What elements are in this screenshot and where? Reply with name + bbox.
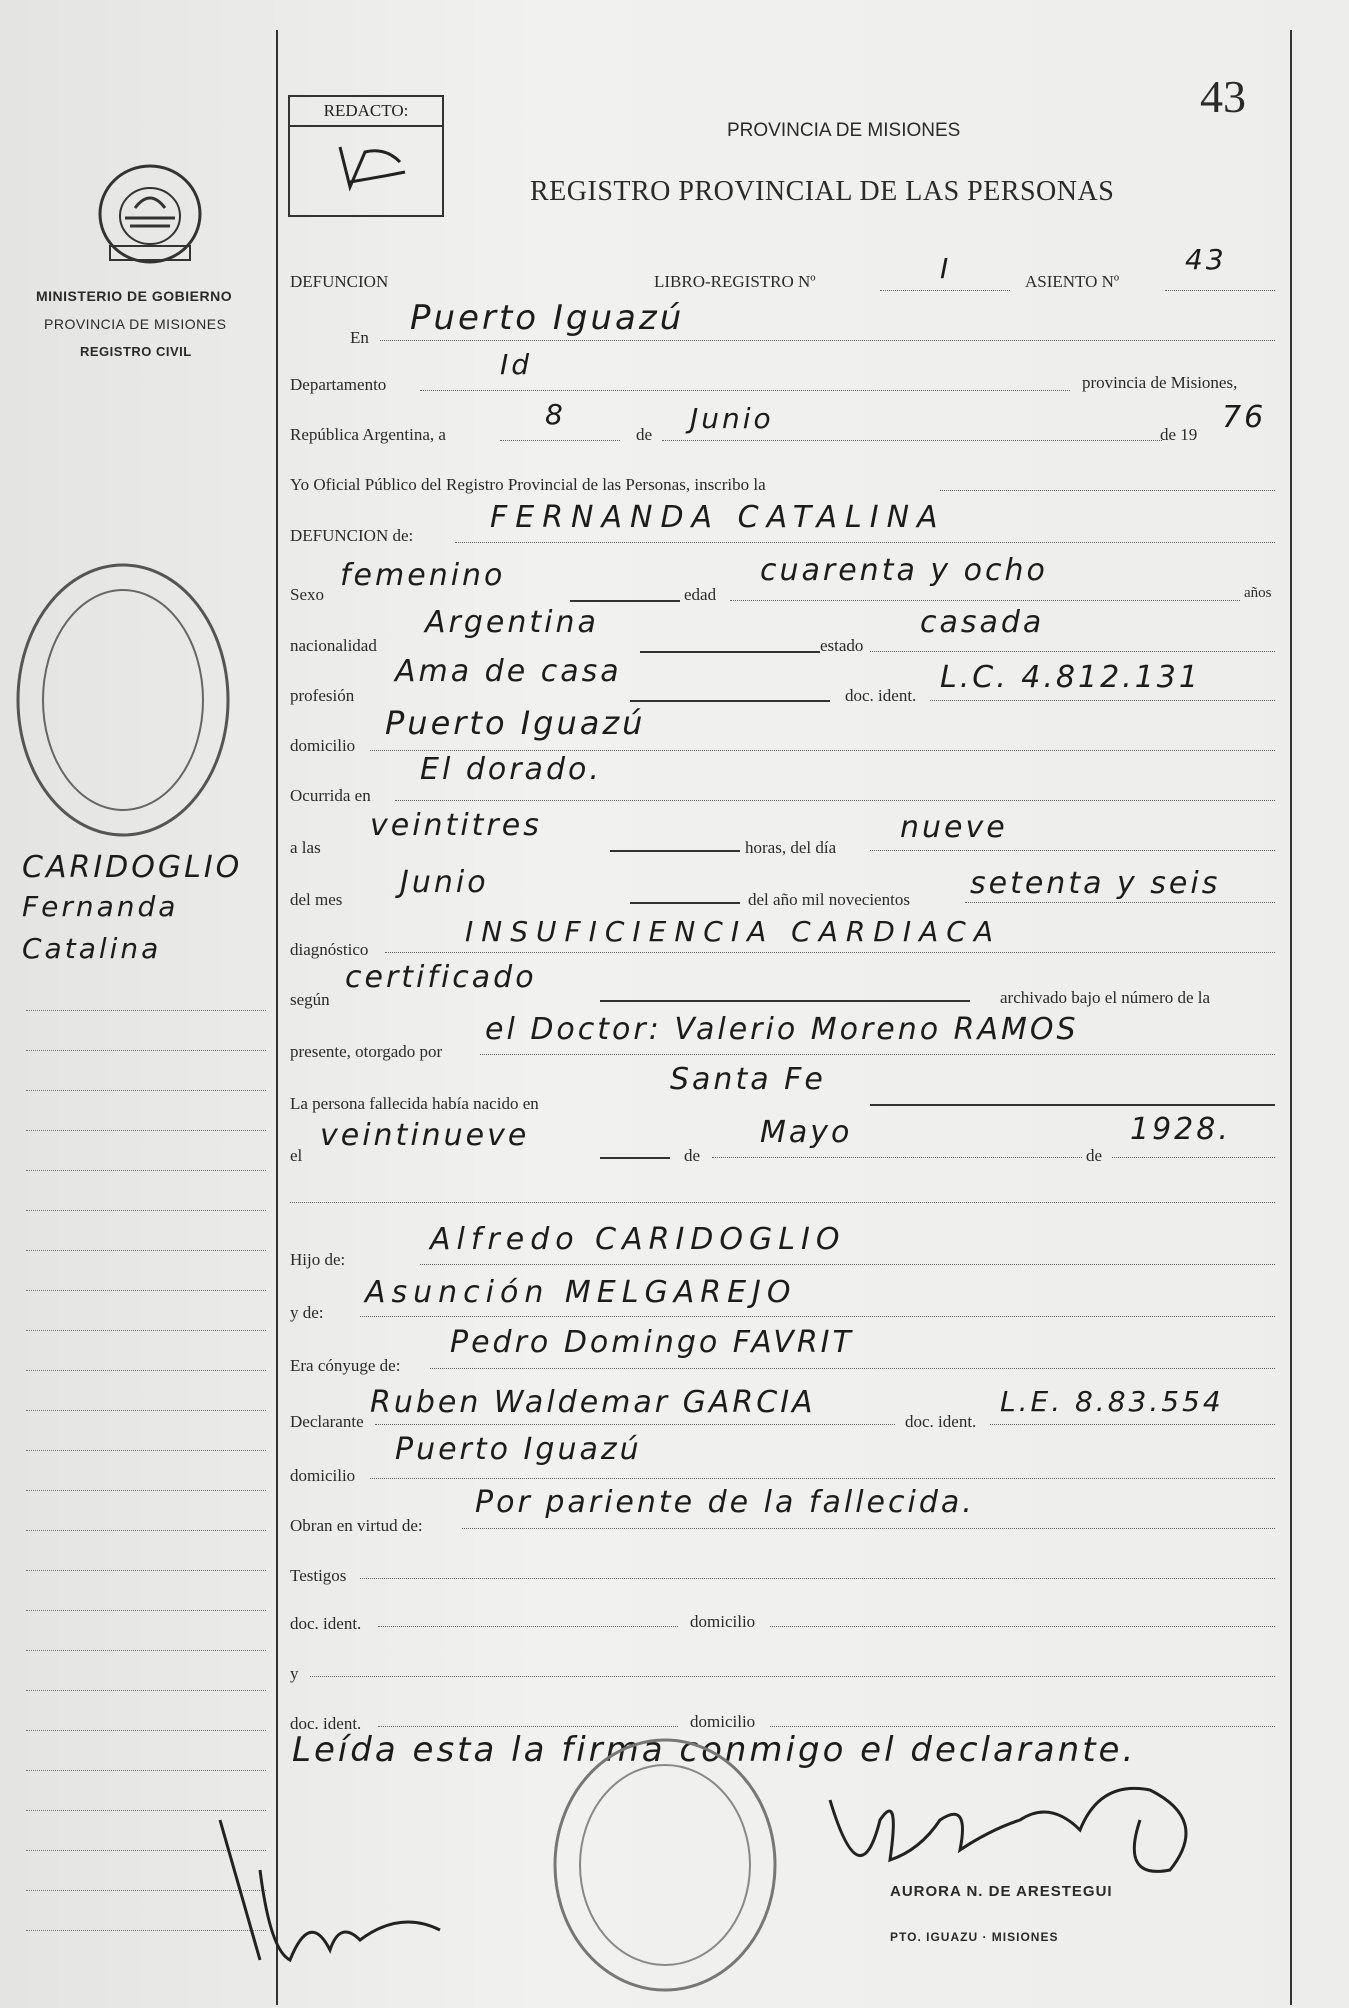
stub-rule bbox=[26, 1330, 266, 1331]
domicilio-label: domicilio bbox=[290, 736, 356, 755]
doc-ident-line bbox=[930, 700, 1275, 701]
en-label: En bbox=[350, 328, 369, 347]
asiento-label: ASIENTO Nº bbox=[1025, 272, 1120, 291]
provincial-seal-icon bbox=[90, 158, 210, 270]
registry-stamp-bottom bbox=[545, 1730, 785, 2000]
mes-line bbox=[662, 440, 1162, 441]
en-line bbox=[380, 340, 1275, 341]
edad-value: cuarenta y ocho bbox=[760, 553, 1048, 588]
province-heading: PROVINCIA DE MISIONES bbox=[44, 316, 227, 332]
provincia-misiones-label: provincia de Misiones, bbox=[1082, 373, 1238, 392]
declarante-doc-value: L.E. 8.83.554 bbox=[1000, 1385, 1224, 1418]
stub-given-name-2: Catalina bbox=[22, 932, 162, 965]
nacido-en-value: Santa Fe bbox=[670, 1062, 826, 1097]
sexo-value: femenino bbox=[340, 558, 506, 593]
testigo-doc-line bbox=[378, 1626, 678, 1627]
nacimiento-anio-line bbox=[1112, 1157, 1275, 1158]
departamento-line bbox=[420, 390, 1070, 391]
stub-rule bbox=[26, 1650, 266, 1651]
margin-rule-right bbox=[1290, 30, 1292, 2005]
dia-fallecimiento-line bbox=[870, 850, 1275, 851]
otorgado-line bbox=[480, 1054, 1275, 1055]
civil-registry-heading: REGISTRO CIVIL bbox=[80, 344, 192, 359]
padre-line bbox=[420, 1264, 1275, 1265]
libro-registro-label: LIBRO-REGISTRO Nº bbox=[654, 272, 816, 291]
nacionalidad-value: Argentina bbox=[425, 605, 599, 640]
domicilio-line bbox=[370, 750, 1275, 751]
profesion-label: profesión bbox=[290, 686, 355, 705]
y-label: y bbox=[290, 1664, 299, 1683]
sexo-label: Sexo bbox=[290, 585, 324, 604]
anio-value: 76 bbox=[1222, 400, 1267, 435]
hora-line bbox=[610, 850, 740, 852]
estado-value: casada bbox=[920, 605, 1045, 640]
conyuge-value: Pedro Domingo FAVRIT bbox=[450, 1325, 854, 1360]
stub-rule bbox=[26, 1210, 266, 1211]
nacionalidad-line bbox=[640, 651, 820, 653]
nacimiento-mes-line bbox=[712, 1157, 1082, 1158]
nacionalidad-label: nacionalidad bbox=[290, 636, 377, 655]
del-mes-label: del mes bbox=[290, 890, 343, 909]
defuncion-de-label: DEFUNCION de: bbox=[290, 526, 414, 545]
hijo-de-label: Hijo de: bbox=[290, 1250, 346, 1269]
testigo-domicilio-line bbox=[770, 1626, 1275, 1627]
defuncion-label: DEFUNCION bbox=[290, 272, 389, 291]
edad-label: edad bbox=[684, 585, 717, 604]
segun-value: certificado bbox=[345, 960, 537, 995]
stub-rule bbox=[26, 1290, 266, 1291]
departamento-value: Id bbox=[500, 348, 533, 381]
dia-value: 8 bbox=[545, 398, 566, 431]
stub-rule bbox=[26, 1570, 266, 1571]
testigo2-domicilio-line bbox=[770, 1726, 1275, 1727]
segun-label: según bbox=[290, 990, 330, 1009]
stub-rule bbox=[26, 1130, 266, 1131]
declarante-label: Declarante bbox=[290, 1412, 364, 1431]
ocurrida-line bbox=[395, 800, 1275, 801]
republica-label: República Argentina, a bbox=[290, 425, 446, 444]
diagnostico-value: INSUFICIENCIA CARDIACA bbox=[465, 915, 1001, 948]
ano-fallecimiento-value: setenta y seis bbox=[970, 866, 1221, 901]
mes-value: Junio bbox=[690, 402, 774, 435]
ocurrida-value: El dorado. bbox=[420, 752, 602, 787]
redacto-box bbox=[288, 95, 444, 217]
declarante-domicilio-line bbox=[370, 1478, 1275, 1479]
archivado-label: archivado bajo el número de la bbox=[1000, 988, 1211, 1007]
testigos-line bbox=[360, 1578, 1275, 1579]
page-number: 43 bbox=[1200, 71, 1246, 122]
y-line bbox=[310, 1676, 1275, 1677]
departamento-label: Departamento bbox=[290, 375, 387, 394]
testigo-doc-ident-label: doc. ident. bbox=[290, 1614, 362, 1633]
diagnostico-line bbox=[385, 952, 1275, 953]
ocurrida-en-label: Ocurrida en bbox=[290, 786, 371, 805]
estado-line bbox=[870, 651, 1275, 652]
stub-rule bbox=[26, 1410, 266, 1411]
registry-title: REGISTRO PROVINCIAL DE LAS PERSONAS bbox=[530, 176, 1115, 207]
domicilio-value: Puerto Iguazú bbox=[385, 704, 646, 742]
nacimiento-mes-value: Mayo bbox=[760, 1115, 853, 1150]
obran-line bbox=[462, 1528, 1275, 1529]
blank-line bbox=[290, 1202, 1275, 1203]
nacimiento-dia-line bbox=[600, 1157, 670, 1159]
edad-line bbox=[730, 600, 1240, 601]
madre-value: Asunción MELGAREJO bbox=[365, 1275, 797, 1310]
stub-rule bbox=[26, 1770, 266, 1771]
testigos-label: Testigos bbox=[290, 1566, 347, 1585]
de-19-label: de 19 bbox=[1160, 425, 1198, 444]
ano-fallecimiento-line bbox=[965, 902, 1275, 903]
stub-rule bbox=[26, 1050, 266, 1051]
stub-rule bbox=[26, 1690, 266, 1691]
asiento-value: 43 bbox=[1185, 243, 1227, 276]
closing-note: Leída esta la firma conmigo el declarante. bbox=[292, 1730, 1137, 1770]
conyuge-line bbox=[430, 1368, 1275, 1369]
province-title: PROVINCIA DE MISIONES bbox=[727, 120, 961, 141]
diagnostico-label: diagnóstico bbox=[290, 940, 369, 959]
testigo2-doc-ident-label: doc. ident. bbox=[290, 1714, 362, 1733]
y-de-label: y de: bbox=[290, 1303, 324, 1322]
stub-rule bbox=[26, 1170, 266, 1171]
stub-rule bbox=[26, 1250, 266, 1251]
profesion-value: Ama de casa bbox=[395, 654, 622, 689]
dia-line bbox=[500, 440, 620, 441]
anos-label: años bbox=[1244, 585, 1272, 601]
stub-surname: CARIDOGLIO bbox=[22, 850, 243, 885]
defuncion-de-line bbox=[455, 542, 1275, 543]
stub-rule bbox=[26, 1490, 266, 1491]
otorgado-por-label: presente, otorgado por bbox=[290, 1042, 443, 1061]
stub-signature bbox=[200, 1810, 500, 1970]
mes-fallecimiento-line bbox=[630, 902, 740, 904]
otorgado-value: el Doctor: Valerio Moreno RAMOS bbox=[485, 1012, 1079, 1047]
profesion-line bbox=[630, 700, 830, 702]
stub-given-name-1: Fernanda bbox=[22, 890, 179, 923]
hora-value: veintitres bbox=[370, 808, 542, 843]
stub-rule bbox=[26, 1450, 266, 1451]
de-label-3: de bbox=[1086, 1146, 1103, 1165]
de-label-1: de bbox=[636, 425, 653, 444]
stub-rule bbox=[26, 1610, 266, 1611]
nacido-en-line bbox=[870, 1104, 1275, 1106]
declarante-domicilio-value: Puerto Iguazú bbox=[395, 1432, 642, 1467]
stub-rule bbox=[26, 1730, 266, 1731]
testigo2-domicilio-label: domicilio bbox=[690, 1712, 756, 1731]
stub-rule bbox=[26, 1010, 266, 1011]
margin-rule-left bbox=[276, 30, 278, 2005]
libro-line bbox=[880, 290, 1010, 291]
conyuge-label: Era cónyuge de: bbox=[290, 1356, 401, 1375]
doc-ident-label-2: doc. ident. bbox=[905, 1412, 977, 1431]
deceased-name: FERNANDA CATALINA bbox=[490, 500, 946, 535]
domicilio-label-2: domicilio bbox=[290, 1466, 356, 1485]
nacido-en-label: La persona fallecida había nacido en bbox=[290, 1094, 539, 1113]
nacimiento-dia-value: veintinueve bbox=[320, 1118, 530, 1153]
libro-value: I bbox=[940, 252, 952, 285]
declarante-doc-line bbox=[990, 1424, 1275, 1425]
officer-location-stamp: PTO. IGUAZU · MISIONES bbox=[890, 1930, 1059, 1944]
testigo2-doc-line bbox=[378, 1726, 678, 1727]
doc-ident-label: doc. ident. bbox=[845, 686, 917, 705]
obran-label: Obran en virtud de: bbox=[290, 1516, 423, 1535]
oficial-line bbox=[940, 490, 1275, 491]
stub-rule bbox=[26, 1530, 266, 1531]
mes-fallecimiento-value: Junio bbox=[400, 865, 489, 900]
testigo-domicilio-label: domicilio bbox=[690, 1612, 756, 1631]
dia-fallecimiento-value: nueve bbox=[900, 810, 1008, 845]
horas-del-dia-label: horas, del día bbox=[745, 838, 837, 857]
sexo-line bbox=[570, 600, 680, 602]
madre-line bbox=[360, 1316, 1275, 1317]
en-value: Puerto Iguazú bbox=[410, 298, 685, 338]
asiento-line bbox=[1165, 290, 1275, 291]
officer-name-stamp: AURORA N. DE ARESTEGUI bbox=[890, 1883, 1113, 1900]
obran-value: Por pariente de la fallecida. bbox=[475, 1485, 975, 1520]
de-label-2: de bbox=[684, 1146, 701, 1165]
declarante-line bbox=[375, 1424, 895, 1425]
el-label: el bbox=[290, 1146, 303, 1165]
a-las-label: a las bbox=[290, 838, 321, 857]
redacto-label: REDACTO: bbox=[290, 97, 442, 127]
del-ano-label: del año mil novecientos bbox=[748, 890, 910, 909]
doc-ident-value: L.C. 4.812.131 bbox=[940, 660, 1201, 695]
estado-label: estado bbox=[820, 636, 864, 655]
redacto-initials-signature bbox=[290, 127, 440, 207]
padre-value: Alfredo CARIDOGLIO bbox=[430, 1222, 846, 1257]
segun-line bbox=[600, 1000, 970, 1002]
nacimiento-anio-value: 1928. bbox=[1130, 1112, 1231, 1147]
stub-rule bbox=[26, 1090, 266, 1091]
registry-stamp-left bbox=[8, 555, 238, 845]
oficial-statement: Yo Oficial Público del Registro Provincial de las Personas, inscribo la bbox=[290, 475, 766, 494]
ministry-heading: MINISTERIO DE GOBIERNO bbox=[36, 288, 233, 304]
declarante-value: Ruben Waldemar GARCIA bbox=[370, 1385, 816, 1420]
stub-rule bbox=[26, 1370, 266, 1371]
